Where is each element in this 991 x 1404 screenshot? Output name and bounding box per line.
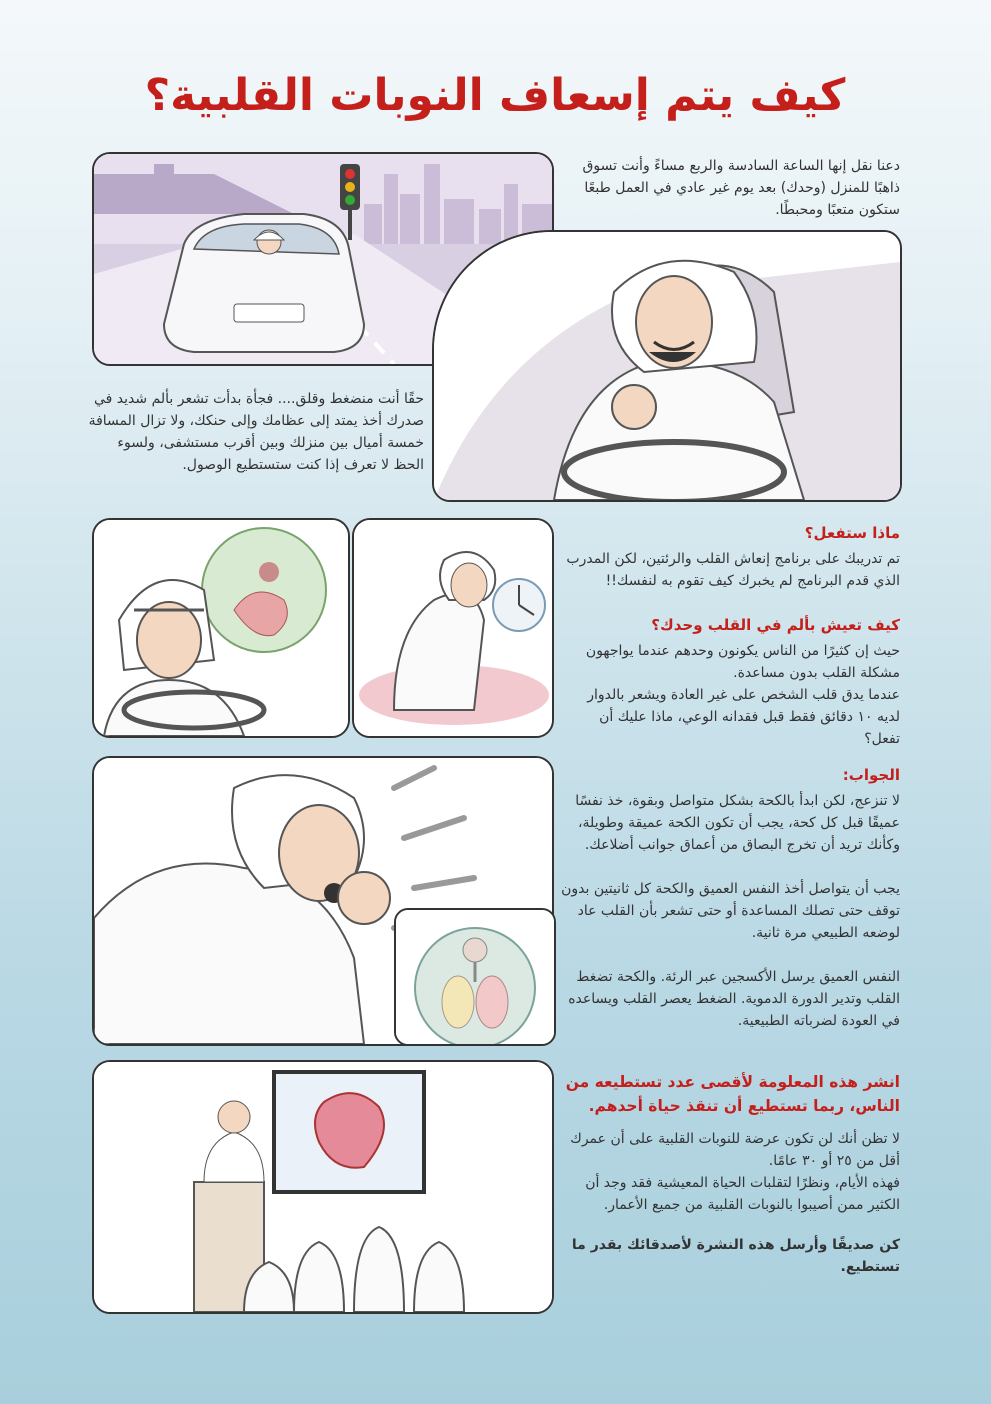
share-section [560,1070,900,1278]
continue-instructions: يجب أن يتواصل أخذ النفس العميق والكحة كل ثانيتين بدون توقف حتى تصلك المساعدة أو حتى تشعر بأن القلب عاد لوضعه الطبيعي مرة ثانية. [561,881,900,941]
kneeling-man-illustration-panel [352,518,554,738]
chest-pain-paragraph: حقًا أنت منضغط وقلق.... فجأة بدأت تشعر بألم شديد في صدرك أخذ يمتد إلى عظامك وإلى حنكك، ولا تزال المسافة خمسة أميال بين منزلك وبين أقرب مستشفى، ولسوء الحظ لا تعرف إذا كنت ستستطيع الوصول. [88,391,424,473]
closing-message: كن صديقًا وأرسل هذه النشرة لأصدقائك بقدر ما تستطيع. [571,1237,900,1275]
cough-instructions: لا تنزعج، لكن ابدأ بالكحة بشكل متواصل وبقوة، خذ نفسًا عميقًا قبل كل كحة، يجب أن تكون الكحة عميقة وطويلة، وكأنك تريد أن تخرج البصاق من أعماق جوانب أضلاعك. [575,793,900,853]
modern-life-paragraph: فهذه الأيام، ونظرًا لتقلبات الحياة المعيشية فقد وجد أن الكثير ممن أصيبوا بالنوبات القلبية من جميع الأعمار. [585,1175,900,1213]
presentation-illustration-panel [92,1060,554,1314]
lungs-diagram [396,910,554,1044]
training-paragraph: تم تدريبك على برنامج إنعاش القلب والرئتين، لكن المدرب الذي قدم البرنامج لم يخبرك كيف تقوم به لنفسك!! [566,551,900,589]
answer-heading: الجواب: [842,766,900,784]
answer-section [560,764,900,1032]
page-title: كيف يتم إسعاف النوبات القلبية؟ [144,70,846,121]
what-to-do-section [560,522,900,750]
alone-with-pain-heading: كيف تعيش بألم في القلب وحدك؟ [651,616,900,634]
alone-paragraph: حيث إن كثيرًا من الناس يكونون وحدهم عندما يواجهون مشكلة القلب بدون مساعدة. [585,643,900,681]
intro-text [555,155,900,221]
dizzy-paragraph: عندما يدق قلب الشخص على غير العادة ويشعر بالدوار لديه ١٠ دقائق فقط قبل فقدانه الوعي، ماذا عليك أن تفعل؟ [587,687,900,747]
age-warning: لا تظن أنك لن تكون عرضة للنوبات القلبية على أن عمرك أقل من ٢٥ أو ٣٠ عامًا. [570,1131,900,1169]
chest-pain-driver-illustration [434,232,900,500]
intro-paragraph: دعنا نقل إنها الساعة السادسة والربع مساءً وأنت تسوق ذاهبًا للمنزل (وحدك) بعد يوم غير عادي في العمل طبعًا ستكون متعبًا ومحبطًا. [582,158,900,218]
chest-pain-text [88,388,424,476]
heart-presentation-illustration [94,1062,552,1312]
cpr-memory-illustration [94,520,348,736]
explanation-paragraph: النفس العميق يرسل الأكسجين عبر الرئة. والكحة تضغط القلب وتدير الدورة الدموية. الضغط يعصر القلب ويساعده في العودة لضرباته الطبيعية. [568,969,900,1029]
lungs-inset-panel [394,908,556,1046]
kneeling-man-illustration [354,520,552,736]
share-call-to-action: انشر هذه المعلومة لأقصى عدد تستطيعه من الناس، ربما تستطيع أن تنقذ حياة أحدهم. [565,1073,900,1115]
chest-pain-illustration-panel [432,230,902,502]
what-will-you-do-heading: ماذا ستفعل؟ [804,524,900,542]
cpr-memory-illustration-panel [92,518,350,738]
